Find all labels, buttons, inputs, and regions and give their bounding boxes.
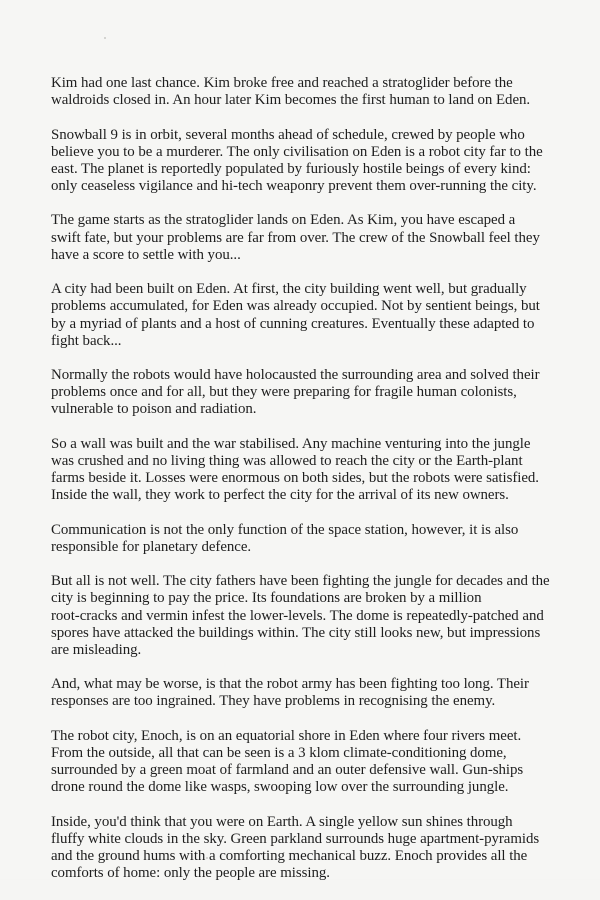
paragraph: Kim had one last chance. Kim broke free and reached a stratoglider before the waldroids closed in. An hour later Kim becomes the first human to land on Eden.	[51, 75, 531, 109]
paper-speck	[104, 37, 106, 39]
paragraph: But all is not well. The city fathers have been fighting the jungle for decades and the city is beginning to pay the price. Its foundations are broken by a million root-cracks and vermin infest the lower-levels. The dome is repeatedly-patched and spores have attacked the buildings within. The city still looks new, but impressions are misleading.	[51, 573, 550, 658]
paragraph: The game starts as the stratoglider lands on Eden. As Kim, you have escaped a swift fate, but your problems are far from over. The crew of the Snowball feel they have a score to settle with you...	[51, 212, 540, 263]
paragraph: Snowball 9 is in orbit, several months ahead of schedule, crewed by people who believe you to be a murderer. The only civilisation on Eden is a robot city far to the east. The planet is reportedly populated by furiously hostile beings of every kind: only ceaseless vigilance and hi-tech weaponry prevent them over-running the city.	[51, 126, 543, 195]
paragraph: So a wall was built and the war stabilised. Any machine venturing into the jungle was crushed and no living thing was allowed to reach the city or the Earth-plant farms beside it. Losses were enormous on both sides, but the robots were satisfied. Inside the wall, they work to perfect the city for the arrival of its new owners.	[51, 435, 539, 504]
body-text	[51, 75, 561, 900]
paragraph: Communication is not the only function of the space station, however, it is also responsible for planetary defence.	[51, 521, 519, 555]
paragraph: The robot city, Enoch, is on an equatorial shore in Eden where four rivers meet. From the outside, all that can be seen is a 3 klom climate-conditioning dome, surrounded by a green moat of farmland and an outer defensive wall. Gun-ships drone round the dome like wasps, swooping low over the surrounding jungle.	[51, 727, 524, 796]
paragraph: And, what may be worse, is that the robot army has been fighting too long. Their responses are too ingrained. They have problems in recognising the enemy.	[51, 676, 529, 710]
paragraph: A city had been built on Eden. At first, the city building went well, but gradually problems accumulated, for Eden was already occupied. Not by sentient beings, but by a myriad of plants and a host of cunning creatures. Eventually these adapted to fight back...	[51, 281, 540, 349]
paragraph: Normally the robots would have holocausted the surrounding area and solved their problems once and for all, but they were preparing for fragile human colonists, vulnerable to poison and radiation.	[51, 367, 540, 418]
paragraph: Inside, you'd think that you were on Earth. A single yellow sun shines through fluffy white clouds in the sky. Green parkland surrounds huge apartment-pyramids and the ground hums with a comforting mechanical buzz. Enoch provides all the comforts of home: only the people are missing.	[51, 813, 540, 882]
